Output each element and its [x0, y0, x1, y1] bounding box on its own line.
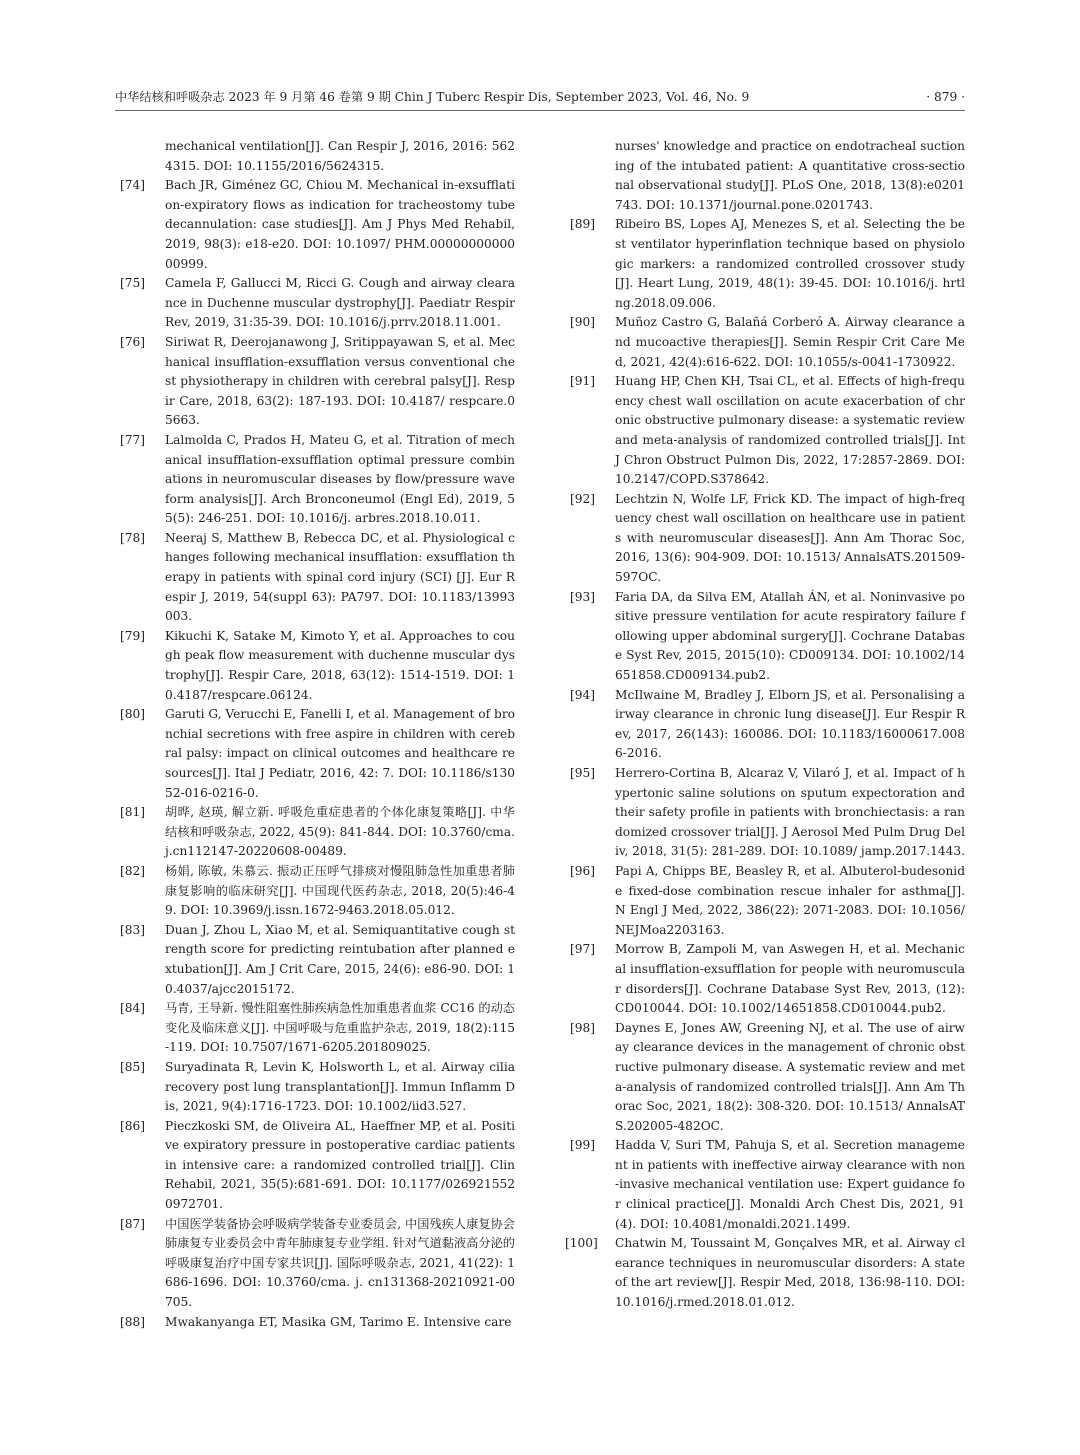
reference-item [565, 490, 965, 588]
reference-text: Lalmolda C, Prados H, Mateu G, et al. Titration of mechanical insufflation-exsufflation optimal pressure combinations in neuromuscular diseases by flow/pressure waveform analysis[J]. Arch Bronconeumol (Engl Ed), 2019, 55(5): 246-251. DOI: 10.1016/j. arbres.2018.10.011. [165, 432, 515, 526]
reference-number: [95] [570, 766, 596, 780]
reference-number: [85] [120, 1059, 146, 1074]
reference-number: [75] [120, 276, 146, 291]
reference-text: Siriwat R, Deerojanawong J, Sritippayawan S, et al. Mechanical insufflation-exsufflation versus conventional chest physiotherapy in children with cerebral palsy[J]. Respir Care, 2018, 63(2): 187-193. DOI: 10.4187/ respcare.05663. [165, 334, 515, 428]
reference-item [565, 862, 965, 940]
reference-number: [80] [120, 707, 146, 722]
reference-item [565, 686, 965, 764]
reference-item [115, 176, 515, 274]
reference-item [115, 999, 515, 1058]
reference-number: [98] [570, 1020, 596, 1035]
reference-number: [88] [120, 1314, 146, 1329]
reference-item [115, 803, 515, 862]
reference-item [565, 1019, 965, 1137]
reference-item [115, 431, 515, 529]
reference-text: Suryadinata R, Levin K, Holsworth L, et al. Airway cilia recovery post lung transplantation[J]. Immun Inflamm Dis, 2021, 9(4):1716-1723. DOI: 10.1002/iid3.527. [165, 1059, 515, 1114]
reference-text: Lechtzin N, Wolfe LF, Frick KD. The impact of high-frequency chest wall oscillation on healthcare use in patients with neuromuscular diseases[J]. Ann Am Thorac Soc, 2016, 13(6): 904-909. DOI: 10.1513/ AnnalsATS.201509-597OC. [615, 491, 965, 585]
reference-text: McIlwaine M, Bradley J, Elborn JS, et al. Personalising airway clearance in chronic lung disease[J]. Eur Respir Rev, 2017, 26(143): 160086. DOI: 10.1183/16000617.0086-2016. [615, 687, 965, 761]
right-column [565, 137, 965, 1313]
reference-number: [93] [570, 589, 596, 604]
reference-text: Herrero-Cortina B, Alcaraz V, Vilaró J, et al. Impact of hypertonic saline solutions on sputum expectoration and their safety profile in patients with bronchiectasis: a randomized crossover trial[J]. J Aerosol Med Pulm Drug Deliv, 2018, 31(5): 281-289. DOI: 10.1089/ jamp.2017.1443. [615, 766, 965, 859]
reference-item [115, 627, 515, 705]
reference-text: 中国医学装备协会呼吸病学装备专业委员会, 中国残疾人康复协会肺康复专业委员会中青年肺康复专业学组. 针对气道黏液高分泌的呼吸康复治疗中国专家共识[J]. 国际呼吸杂志, 2021, 41(22): 1686-1696. DOI: 10.3760/cma. j. cn131368-20210921-00705. [165, 1216, 515, 1310]
reference-number: [77] [120, 432, 146, 447]
reference-item [115, 1215, 515, 1313]
reference-text: Muñoz Castro G, Balañá Corberó A. Airway clearance and mucoactive therapies[J]. Semin Respir Crit Care Med, 2021, 42(4):616-622. DOI: 10.1055/s-0041-1730922. [615, 315, 965, 369]
reference-item [565, 1234, 965, 1312]
reference-number: [100] [565, 1236, 598, 1251]
reference-item [565, 137, 965, 215]
reference-text: Camela F, Gallucci M, Ricci G. Cough and airway clearance in Duchenne muscular dystrophy[J]. Paediatr Respir Rev, 2019, 31:35-39. DOI: 10.1016/j.prrv.2018.11.001. [165, 276, 515, 330]
running-header [115, 88, 965, 106]
reference-number: [78] [120, 530, 146, 545]
reference-text: Neeraj S, Matthew B, Rebecca DC, et al. Physiological changes following mechanical insufflation: exsufflation therapy in patients with spinal cord injury (SCI) [J]. Eur Respir J, 2019, 54(suppl 63): PA797. DOI: 10.1183/13993003. [165, 530, 515, 624]
reference-text: Papi A, Chipps BE, Beasley R, et al. Albuterol-budesonide fixed-dose combination rescue inhaler for asthma[J]. N Engl J Med, 2022, 386(22): 2071-2083. DOI: 10.1056/ NEJMoa2203163. [615, 863, 965, 937]
reference-text: Daynes E, Jones AW, Greening NJ, et al. The use of airway clearance devices in the management of chronic obstructive pulmonary disease. A systematic review and meta-analysis of randomized controlled trials[J]. Ann Am Thorac Soc, 2021, 18(2): 308-320. DOI: 10.1513/ AnnalsATS.202005-482OC. [615, 1020, 965, 1133]
reference-number: [97] [570, 942, 596, 957]
reference-text: Chatwin M, Toussaint M, Gonçalves MR, et al. Airway clearance techniques in neuromuscular disorders: A state of the art review[J]. Respir Med, 2018, 136:98-110. DOI: 10.1016/j.rmed.2018.01.012. [615, 1236, 965, 1310]
reference-item [115, 333, 515, 431]
reference-number: [74] [120, 178, 146, 193]
reference-text: Faria DA, da Silva EM, Atallah ÁN, et al. Noninvasive positive pressure ventilation for acute respiratory failure following upper abdominal surgery[J]. Cochrane Database Syst Rev, 2015, 2015(10): CD009134. DOI: 10.1002/14651858.CD009134.pub2. [615, 589, 965, 683]
reference-number: [96] [570, 863, 596, 878]
reference-text: Duan J, Zhou L, Xiao M, et al. Semiquantitative cough strength score for predicting reintubation after planned extubation[J]. Am J Crit Care, 2015, 24(6): e86-90. DOI: 10.4037/ajcc2015172. [165, 922, 515, 996]
reference-text: Hadda V, Suri TM, Pahuja S, et al. Secretion management in patients with ineffective airway clearance with non-invasive mechanical ventilation use: Expert guidance for clinical practice[J]. Monaldi Arch Chest Dis, 2021, 91(4). DOI: 10.4081/monaldi.2021.1499. [615, 1138, 965, 1231]
reference-item [115, 137, 515, 176]
reference-text: mechanical ventilation[J]. Can Respir J, 2016, 2016: 5624315. DOI: 10.1155/2016/5624315. [165, 139, 515, 173]
reference-number: [90] [570, 315, 596, 330]
reference-text: Mwakanyanga ET, Masika GM, Tarimo E. Intensive care [165, 1314, 512, 1329]
reference-number: [91] [570, 374, 596, 389]
journal-info: 中华结核和呼吸杂志 2023 年 9 月第 46 卷第 9 期 Chin J Tuberc Respir Dis, September 2023, Vol. 46, No. 9 [115, 90, 750, 104]
reference-number: [89] [570, 217, 596, 232]
reference-item [115, 274, 515, 333]
reference-number: [83] [120, 922, 146, 937]
reference-number: [82] [120, 863, 146, 878]
reference-item [565, 313, 965, 372]
reference-item [565, 940, 965, 1018]
reference-number: [94] [570, 687, 596, 702]
reference-item [115, 1117, 515, 1215]
reference-text: nurses' knowledge and practice on endotracheal suctioning of the intubated patient: A quantitative cross-sectional observational study[J]. PLoS One, 2018, 13(8):e0201743. DOI: 10.1371/journal.pone.0201743. [615, 139, 965, 212]
reference-number: [84] [120, 1001, 146, 1016]
reference-text: Morrow B, Zampoli M, van Aswegen H, et al. Mechanical insufflation-exsufflation for people with neuromuscular disorders[J]. Cochrane Database Syst Rev, 2013, (12): CD010044. DOI: 10.1002/14651858.CD010044.pub2. [615, 942, 965, 1016]
reference-text: Ribeiro BS, Lopes AJ, Menezes S, et al. Selecting the best ventilator hyperinflation technique based on physiologic markers: a randomized controlled crossover study[J]. Heart Lung, 2019, 48(1): 39-45. DOI: 10.1016/j. hrtlng.2018.09.006. [615, 217, 965, 310]
reference-text: 胡晔, 赵瑛, 解立新. 呼吸危重症患者的个体化康复策略[J]. 中华结核和呼吸杂志, 2022, 45(9): 841-844. DOI: 10.3760/cma.j.cn112147-20220608-00489. [165, 805, 515, 859]
reference-number: [92] [570, 491, 596, 506]
reference-item [115, 529, 515, 627]
left-column [115, 137, 515, 1332]
reference-item [115, 705, 515, 803]
reference-item [565, 215, 965, 313]
reference-text: Huang HP, Chen KH, Tsai CL, et al. Effects of high-frequency chest wall oscillation on acute exacerbation of chronic obstructive pulmonary disease: a systematic review and meta-analysis of randomized controlled trials[J]. Int J Chron Obstruct Pulmon Dis, 2022, 17:2857-2869. DOI: 10.2147/COPD.S378642. [615, 374, 965, 487]
reference-number: [86] [120, 1118, 146, 1133]
reference-number: [99] [570, 1138, 596, 1153]
reference-item [115, 921, 515, 999]
reference-text: Pieczkoski SM, de Oliveira AL, Haeffner MP, et al. Positive expiratory pressure in postoperative cardiac patients in intensive care: a randomized controlled trial[J]. Clin Rehabil, 2021, 35(5):681-691. DOI: 10.1177/0269215520972701. [165, 1118, 515, 1212]
header-rule [115, 110, 965, 111]
reference-number: [79] [120, 628, 146, 643]
reference-text: 杨娟, 陈敏, 朱慕云. 振动正压呼气排痰对慢阻肺急性加重患者肺康复影响的临床研究[J]. 中国现代医药杂志, 2018, 20(5):46-49. DOI: 10.3969/j.issn.1672-9463.2018.05.012. [165, 863, 515, 918]
reference-item [115, 1058, 515, 1117]
reference-number: [87] [120, 1216, 146, 1231]
reference-text: 马青, 王导新. 慢性阻塞性肺疾病急性加重患者血浆 CC16 的动态变化及临床意义[J]. 中国呼吸与危重监护杂志, 2019, 18(2):115-119. DOI: 10.7507/1671-6205.201809025. [165, 1001, 515, 1055]
reference-text: Kikuchi K, Satake M, Kimoto Y, et al. Approaches to cough peak flow measurement with duchenne muscular dystrophy[J]. Respir Care, 2018, 63(12): 1514-1519. DOI: 10.4187/respcare.06124. [165, 628, 515, 702]
page-number: · 879 · [926, 90, 965, 104]
reference-number: [76] [120, 334, 146, 349]
reference-number: [81] [120, 805, 146, 820]
reference-item [565, 1136, 965, 1234]
reference-item [565, 588, 965, 686]
reference-text: Garuti G, Verucchi E, Fanelli I, et al. Management of bronchial secretions with free aspire in children with cerebral palsy: impact on clinical outcomes and healthcare resources[J]. Ital J Pediatr, 2016, 42: 7. DOI: 10.1186/s13052-016-0216-0. [165, 707, 515, 800]
reference-text: Bach JR, Giménez GC, Chiou M. Mechanical in-exsufflation-expiratory flows as indication for tracheostomy tube decannulation: case studies[J]. Am J Phys Med Rehabil, 2019, 98(3): e18-e20. DOI: 10.1097/ PHM.0000000000000999. [165, 178, 515, 271]
reference-item [565, 764, 965, 862]
reference-item [115, 862, 515, 921]
reference-item [115, 1313, 515, 1333]
reference-item [565, 372, 965, 490]
